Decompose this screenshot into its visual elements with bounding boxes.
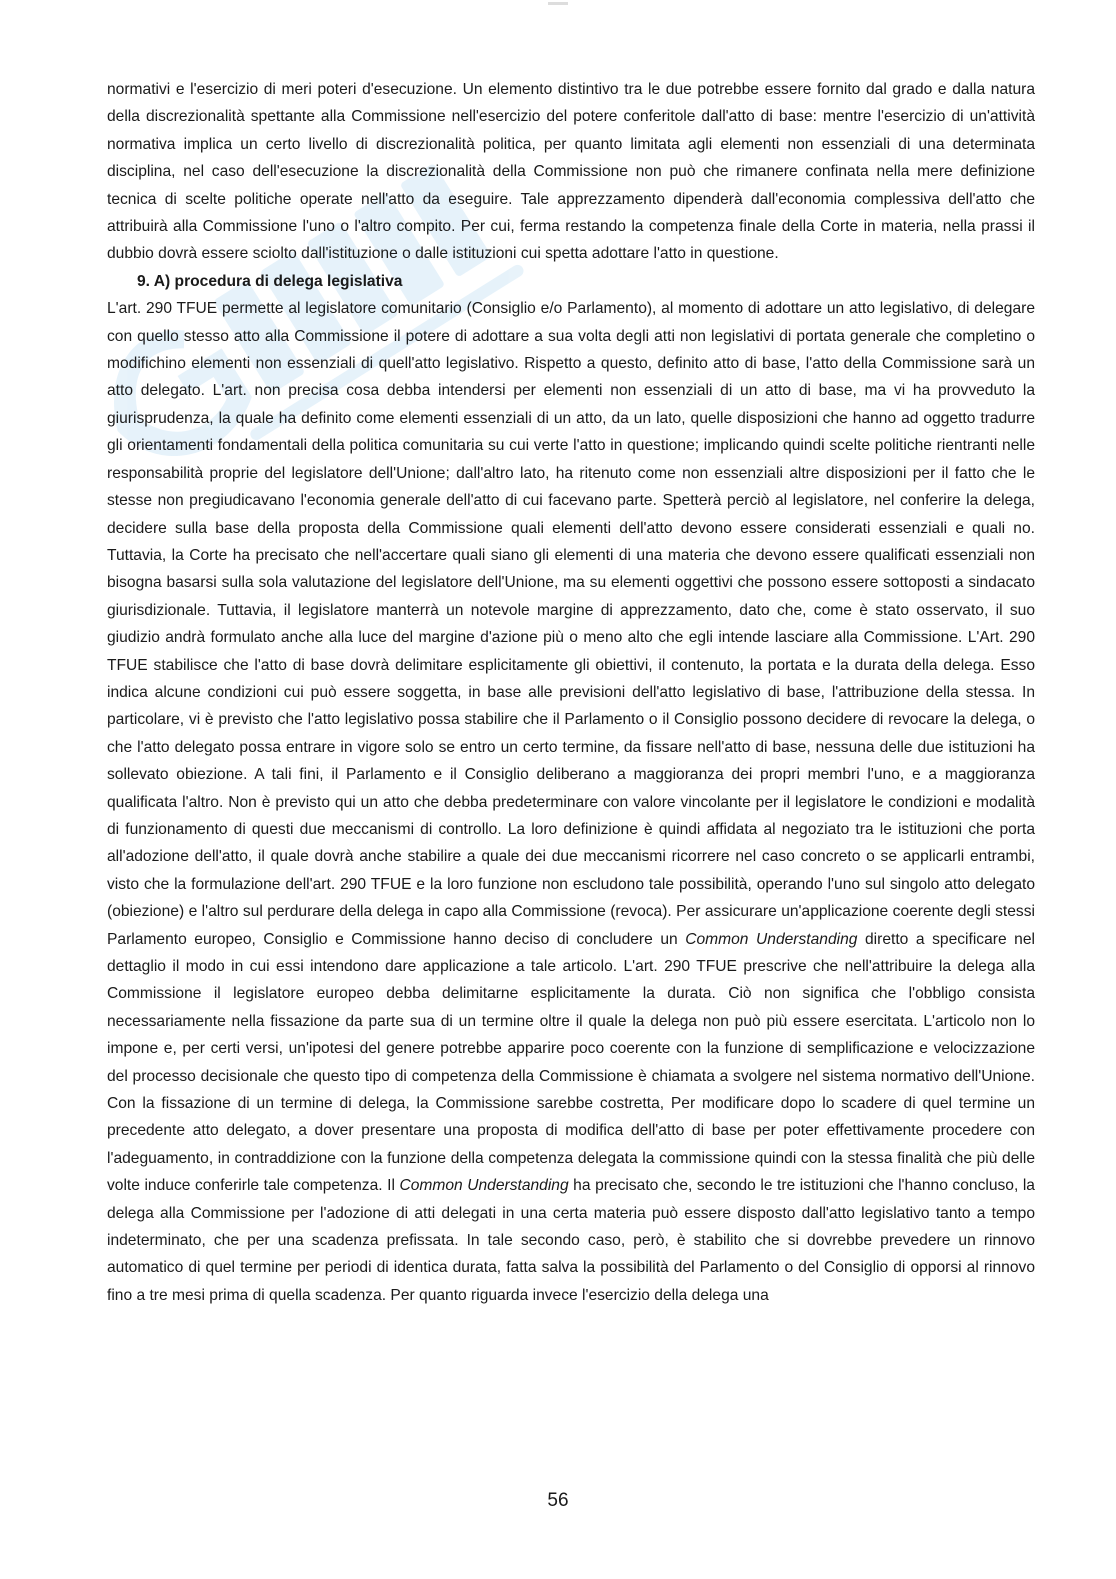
paragraph-text-part-2: diretto a specificare nel dettaglio il modo in cui essi intendono dare applicazione a tale articolo. L'art. 290 TFUE prescrive che nell'attribuire la delega alla Commissione il legislatore europeo debba delimitarne esplicitamente la durata. Ciò non significa che l'obbligo consista necessariamente nella fissazione da parte sua di un termine oltre il quale la delega non può più essere esercitata. L'articolo non lo impone e, per certi versi, un'ipotesi del genere potrebbe apparire poco coerente con la funzione di semplificazione e velocizzazione del processo decisionale che questo tipo di competenza della Commissione è chiamata a svolgere nel sistema normativo dell'Unione. Con la fissazione di un termine di delega, la Commissione sarebbe costretta, Per modificare dopo lo scadere di quel termine un precedente atto delegato, a dover presentare una proposta di modifica dell'atto di base per poter effettivamente procedere con l'adeguamento, in contraddizione con la funzione della competenza delegata la commissione quindi con la stessa finalità che più delle volte induce conferirle tale competenza. Il bbox=[107, 930, 1035, 1195]
common-understanding-term: Common Understanding bbox=[685, 930, 858, 948]
body-paragraph-delega bbox=[107, 295, 1035, 1309]
body-paragraph: normativi e l'esercizio di meri poteri d'esecuzione. Un elemento distintivo tra le due potrebbe essere fornito dal grado e dalla natura della discrezionalità spettante alla Commissione nell'esercizio del potere conferitole dall'atto di base: mentre l'esercizio di un'attività normativa implica un certo livello di discrezionalità politica, per quanto limitata agli elementi non essenziali di una determinata disciplina, nel caso dell'esecuzione la discrezionalità della Commissione non può che rimanere confinata nella mere definizione tecnica di scelte politiche operate nell'atto da eseguire. Tale apprezzamento dipenderà dall'economia complessiva dell'atto che attribuirà alla Commissione l'uno o l'altro compito. Per cui, ferma restando la competenza finale della Corte in materia, nella prassi il dubbio dovrà essere sciolto dall'istituzione o dalle istituzioni cui spetta adottare l'atto in questione. bbox=[107, 81, 1035, 263]
header-mark bbox=[548, 2, 568, 5]
common-understanding-term: Common Understanding bbox=[399, 1177, 569, 1195]
page-body bbox=[107, 76, 1035, 1309]
section-heading: 9. A) procedura di delega legislativa bbox=[137, 272, 403, 290]
page-number: 56 bbox=[547, 1490, 569, 1511]
paragraph-text-part-1: L'art. 290 TFUE permette al legislatore comunitario (Consiglio e/o Parlamento), al momento di adottare un atto legislativo, di delegare con quello stesso atto alla Commissione il potere di adottare a sua volta degli atti non legislativi di portata generale che completino o modifichino elementi non essenziali di quell'atto legislativo. Rispetto a questo, definito atto di base, l'atto della Commissione sarà un atto delegato. L'art. non precisa cosa debba intendersi per elementi non essenziali di un atto di base, ma vi ha provveduto la giurisprudenza, la quale ha definito come elementi essenziali di un atto, da un lato, quelle disposizioni che hanno ad oggetto tradurre gli orientamenti fondamentali della politica comunitaria su cui verte l'atto in questione; implicando quindi scelte politiche rientranti nelle responsabilità proprie del legislatore dell'Unione; dall'altro lato, ha ritenuto come non essenziali altre disposizioni per il fatto che le stesse non pregiudicavano l'economia generale dell'atto di cui facevano parte. Spetterà perciò al legislatore, nel conferire la delega, decidere sulla base della proposta della Commissione quali elementi dell'atto devono essere considerati essenziali e quali no. Tuttavia, la Corte ha precisato che nell'accertare quali siano gli elementi di una materia che devono essere qualificati essenziali non bisogna basarsi sulla sola valutazione del legislatore dell'Unione, ma su elementi oggettivi che possono essere sottoposti a sindacato giurisdizionale. Tuttavia, il legislatore manterrà un notevole margine di apprezzamento, dato che, come è stato osservato, il suo giudizio andrà formulato anche alla luce del margine d'azione più o meno alto che egli intende lasciare alla Commissione. L'Art. 290 TFUE stabilisce che l'atto di base dovrà delimitare esplicitamente gli obiettivi, il contenuto, la portata e la durata della delega. Esso indica alcune condizioni cui può essere soggetta, in base alle previsioni dell'atto legislativo di base, l'attribuzione della stessa. In particolare, vi è previsto che l'atto legislativo possa stabilire che il Parlamento o il Consiglio possono decidere di revocare la delega, o che l'atto delegato possa entrare in vigore solo se entro un certo termine, da fissare nell'atto di base, nessuna delle due istituzioni ha sollevato obiezione. A tali fini, il Parlamento e il Consiglio deliberano a maggioranza dei propri membri l'uno, e a maggioranza qualificata l'altro. Non è previsto qui un atto che debba predeterminare con valore vincolante per il legislatore le condizioni e modalità di funzionamento di questi due meccanismi di controllo. La loro definizione è quindi affidata al negoziato tra le istituzioni che porta all'adozione dell'atto, il quale dovrà anche stabilire a quale dei due meccanismi ricorrere nel caso concreto o se applicarli entrambi, visto che la formulazione dell'art. 290 TFUE e la loro funzione non escludono tale possibilità, operando l'uno sul singolo atto delegato (obiezione) e l'altro sul perdurare della delega in capo alla Commissione (revoca). Per assicurare un'applicazione coerente degli stessi Parlamento europeo, Consiglio e Commissione hanno deciso di concludere un bbox=[107, 300, 1035, 948]
paragraph-text-part-3: ha precisato che, secondo le tre istituzioni che l'hanno concluso, la delega alla Commissione per l'adozione di atti delegati in una certa materia può essere disposto dall'atto legislativo tanto a tempo indeterminato, che per una scadenza prefissata. In tale secondo caso, però, è stabilito che si dovrebbe prevedere un rinnovo automatico di quel termine per periodi di identica durata, fatta salva la possibilità del Parlamento o del Consiglio di opporsi al rinnovo fino a tre mesi prima di quella scadenza. Per quanto riguarda invece l'esercizio della delega una bbox=[107, 1177, 1035, 1304]
